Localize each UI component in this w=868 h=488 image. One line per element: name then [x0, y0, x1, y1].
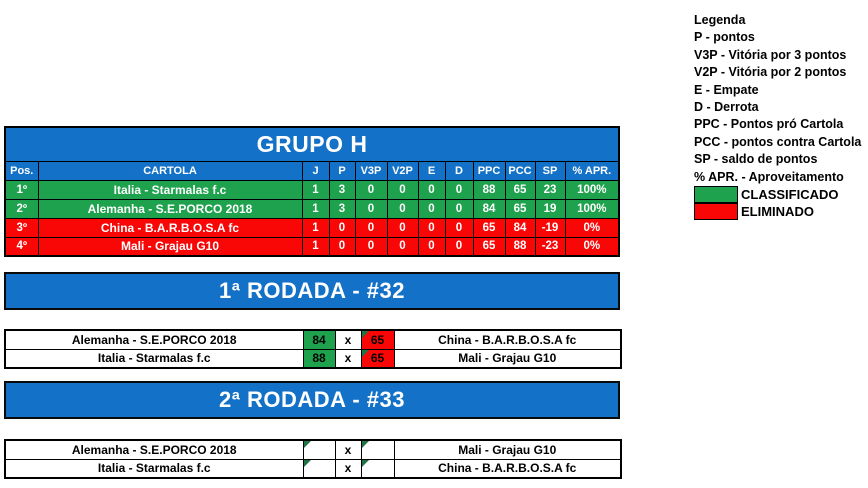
stat-cell: 0 [445, 180, 473, 199]
col-header-cartola: CARTOLA [38, 161, 302, 180]
legend-classified-row [694, 186, 861, 203]
away-score-cell [361, 440, 394, 459]
group-title-row [5, 127, 619, 161]
standings-row-4 [5, 237, 619, 256]
stat-cell: 19 [535, 199, 565, 218]
stat-cell: 100% [565, 199, 619, 218]
group-standings-table [4, 126, 620, 257]
legend-item: V2P - Vitória por 2 pontos [694, 65, 847, 80]
legend-item: V3P - Vitória por 3 pontos [694, 47, 847, 62]
col-header-e: E [418, 161, 445, 180]
stat-cell: 3 [329, 180, 355, 199]
classified-label: CLASSIFICADO [741, 186, 839, 202]
col-header-d: D [445, 161, 473, 180]
stat-cell: -19 [535, 218, 565, 237]
home-score-cell: 84 [303, 330, 335, 349]
legend-item: PCC - pontos contra Cartola [694, 134, 862, 149]
position-cell: 3º [5, 218, 38, 237]
stat-cell: 0 [355, 237, 387, 256]
match-row [5, 330, 621, 349]
home-team: Alemanha - S.E.PORCO 2018 [5, 440, 303, 459]
legend-item: E - Empate [694, 82, 759, 97]
stat-cell: 0 [329, 218, 355, 237]
versus-cell: x [335, 330, 361, 349]
team-cell: Mali - Grajau G10 [38, 237, 302, 256]
cell-note-marker-icon [304, 441, 311, 448]
stat-cell: 100% [565, 180, 619, 199]
round2-matches-table [4, 439, 622, 479]
standings-row-3 [5, 218, 619, 237]
home-team: Italia - Starmalas f.c [5, 349, 303, 368]
stat-cell: 0 [355, 180, 387, 199]
col-header-j: J [302, 161, 329, 180]
match-row [5, 459, 621, 478]
versus-cell: x [335, 349, 361, 368]
legend-item: P - pontos [694, 30, 755, 45]
round1-matches-table [4, 329, 622, 369]
team-cell: China - B.A.R.B.O.S.A fc [38, 218, 302, 237]
away-score-cell [361, 349, 394, 368]
away-team: Mali - Grajau G10 [394, 440, 621, 459]
team-cell: Alemanha - S.E.PORCO 2018 [38, 199, 302, 218]
eliminated-label: ELIMINADO [741, 203, 814, 219]
position-cell: 1º [5, 180, 38, 199]
round2-title-banner: 2ª RODADA - #33 [4, 381, 620, 419]
away-score: 65 [370, 332, 385, 347]
stat-cell: 0% [565, 218, 619, 237]
stat-cell: 84 [505, 218, 535, 237]
match-row [5, 349, 621, 368]
stat-cell: -23 [535, 237, 565, 256]
stat-cell: 0 [355, 218, 387, 237]
col-header-sp: SP [535, 161, 565, 180]
cell-note-marker-icon [362, 460, 369, 467]
group-title: GRUPO H [5, 127, 619, 161]
legend-title: Legenda [694, 13, 746, 27]
away-team: Mali - Grajau G10 [394, 349, 621, 368]
stat-cell: 0 [418, 199, 445, 218]
stat-cell: 0 [329, 237, 355, 256]
col-header-pos: Pos. [5, 161, 38, 180]
stat-cell: 0 [445, 199, 473, 218]
away-score-cell [361, 459, 394, 478]
stat-cell: 65 [473, 237, 505, 256]
stat-cell: 88 [505, 237, 535, 256]
stat-cell: 65 [473, 218, 505, 237]
classified-color-swatch [694, 186, 738, 203]
eliminated-color-swatch [694, 203, 738, 220]
away-score-cell [361, 330, 394, 349]
home-score-cell: 88 [303, 349, 335, 368]
team-cell: Italia - Starmalas f.c [38, 180, 302, 199]
stat-cell: 23 [535, 180, 565, 199]
standings-row-1 [5, 180, 619, 199]
legend-item: % APR. - Aproveitamento [694, 169, 844, 184]
legend-item: SP - saldo de pontos [694, 152, 818, 167]
stat-cell: 0 [445, 237, 473, 256]
cell-note-marker-icon [362, 331, 369, 338]
stat-cell: 0 [387, 180, 418, 199]
stat-cell: 0 [355, 199, 387, 218]
home-score-cell [303, 440, 335, 459]
versus-cell: x [335, 459, 361, 478]
stat-cell: 0 [418, 218, 445, 237]
legend-item: D - Derrota [694, 100, 759, 115]
stat-cell: 3 [329, 199, 355, 218]
col-header-v3p: V3P [355, 161, 387, 180]
stat-cell: 84 [473, 199, 505, 218]
stat-cell: 65 [505, 180, 535, 199]
cell-note-marker-icon [304, 460, 311, 467]
legend [694, 12, 861, 220]
home-team: Alemanha - S.E.PORCO 2018 [5, 330, 303, 349]
standings-row-2 [5, 199, 619, 218]
col-header-pcc: PCC [505, 161, 535, 180]
group-header-row [5, 161, 619, 180]
away-team: China - B.A.R.B.O.S.A fc [394, 330, 621, 349]
position-cell: 2º [5, 199, 38, 218]
cell-note-marker-icon [362, 441, 369, 448]
stat-cell: 0 [418, 237, 445, 256]
versus-cell: x [335, 440, 361, 459]
stat-cell: 65 [505, 199, 535, 218]
stat-cell: 0% [565, 237, 619, 256]
stat-cell: 0 [387, 199, 418, 218]
legend-item: PPC - Pontos pró Cartola [694, 117, 844, 132]
stat-cell: 1 [302, 237, 329, 256]
col-header-v2p: V2P [387, 161, 418, 180]
stat-cell: 88 [473, 180, 505, 199]
home-score-cell [303, 459, 335, 478]
cell-note-marker-icon [362, 350, 369, 357]
stat-cell: 1 [302, 218, 329, 237]
col-header-p: P [329, 161, 355, 180]
col-header-apr: % APR. [565, 161, 619, 180]
stat-cell: 0 [387, 237, 418, 256]
stat-cell: 0 [445, 218, 473, 237]
match-row [5, 440, 621, 459]
stat-cell: 1 [302, 199, 329, 218]
stat-cell: 0 [418, 180, 445, 199]
legend-eliminated-row [694, 203, 861, 220]
stat-cell: 0 [387, 218, 418, 237]
home-team: Italia - Starmalas f.c [5, 459, 303, 478]
stat-cell: 1 [302, 180, 329, 199]
away-team: China - B.A.R.B.O.S.A fc [394, 459, 621, 478]
position-cell: 4º [5, 237, 38, 256]
col-header-ppc: PPC [473, 161, 505, 180]
round1-title-banner: 1ª RODADA - #32 [4, 272, 620, 310]
away-score: 65 [370, 351, 385, 366]
